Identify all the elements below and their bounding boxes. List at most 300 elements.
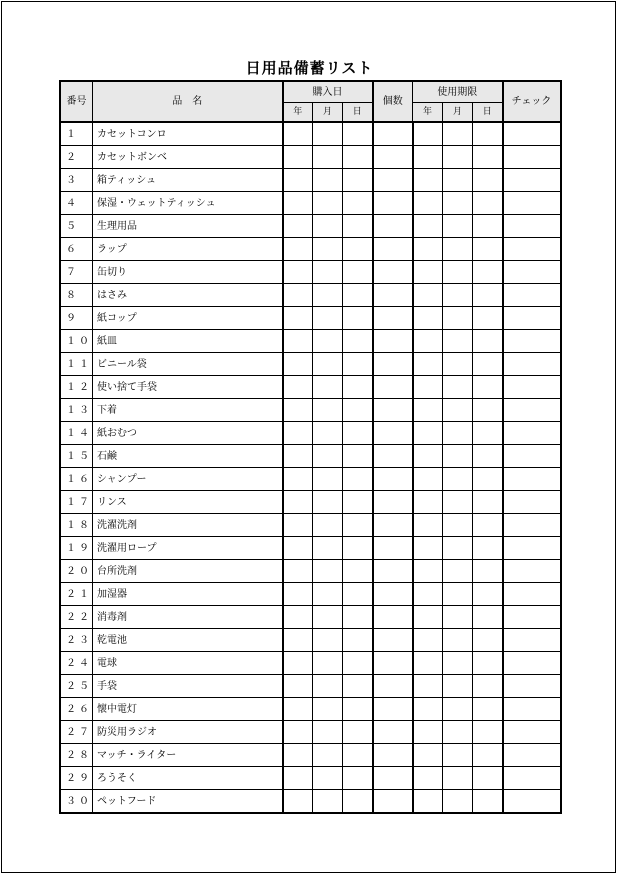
row-number: ８	[60, 284, 93, 307]
quantity-cell[interactable]	[373, 261, 413, 284]
purchase-day-cell[interactable]	[343, 790, 373, 814]
purchase-month-cell[interactable]	[313, 192, 343, 215]
purchase-year-cell[interactable]	[283, 468, 313, 491]
purchase-day-cell[interactable]	[343, 698, 373, 721]
purchase-year-cell[interactable]	[283, 491, 313, 514]
purchase-year-cell[interactable]	[283, 514, 313, 537]
row-item-name: 下着	[93, 399, 283, 422]
expiry-year-cell[interactable]	[413, 767, 443, 790]
purchase-month-cell[interactable]	[313, 169, 343, 192]
row-item-name: 乾電池	[93, 629, 283, 652]
expiry-month-cell[interactable]	[443, 790, 473, 814]
row-item-name: 手袋	[93, 675, 283, 698]
expiry-year-cell[interactable]	[413, 698, 443, 721]
check-cell[interactable]	[503, 629, 561, 652]
expiry-year-cell[interactable]	[413, 307, 443, 330]
expiry-year-cell[interactable]	[413, 330, 443, 353]
check-cell[interactable]	[503, 284, 561, 307]
expiry-year-cell[interactable]	[413, 675, 443, 698]
purchase-day-cell[interactable]	[343, 468, 373, 491]
expiry-month-cell[interactable]	[443, 376, 473, 399]
expiry-day-cell[interactable]	[473, 491, 503, 514]
purchase-day-cell[interactable]	[343, 629, 373, 652]
expiry-year-cell[interactable]	[413, 790, 443, 814]
expiry-year-cell[interactable]	[413, 744, 443, 767]
purchase-year-cell[interactable]	[283, 353, 313, 376]
table-row	[60, 790, 561, 814]
table-row	[60, 583, 561, 606]
expiry-day-cell[interactable]	[473, 215, 503, 238]
purchase-month-cell[interactable]	[313, 353, 343, 376]
quantity-cell[interactable]	[373, 721, 413, 744]
header-row	[60, 81, 561, 103]
check-cell[interactable]	[503, 261, 561, 284]
header-purchase-day: 日	[343, 103, 373, 123]
purchase-year-cell[interactable]	[283, 744, 313, 767]
row-item-name: 缶切り	[93, 261, 283, 284]
expiry-day-cell[interactable]	[473, 353, 503, 376]
expiry-day-cell[interactable]	[473, 652, 503, 675]
purchase-month-cell[interactable]	[313, 146, 343, 169]
row-item-name: 懐中電灯	[93, 698, 283, 721]
row-item-name: 洗濯洗剤	[93, 514, 283, 537]
expiry-day-cell[interactable]	[473, 169, 503, 192]
table-row	[60, 744, 561, 767]
expiry-year-cell[interactable]	[413, 537, 443, 560]
expiry-month-cell[interactable]	[443, 399, 473, 422]
expiry-day-cell[interactable]	[473, 537, 503, 560]
quantity-cell[interactable]	[373, 169, 413, 192]
expiry-year-cell[interactable]	[413, 422, 443, 445]
purchase-day-cell[interactable]	[343, 514, 373, 537]
expiry-day-cell[interactable]	[473, 399, 503, 422]
purchase-day-cell[interactable]	[343, 537, 373, 560]
check-cell[interactable]	[503, 698, 561, 721]
check-cell[interactable]	[503, 675, 561, 698]
expiry-month-cell[interactable]	[443, 606, 473, 629]
quantity-cell[interactable]	[373, 353, 413, 376]
expiry-day-cell[interactable]	[473, 629, 503, 652]
expiry-year-cell[interactable]	[413, 606, 443, 629]
purchase-year-cell[interactable]	[283, 376, 313, 399]
table-row	[60, 514, 561, 537]
purchase-day-cell[interactable]	[343, 422, 373, 445]
purchase-day-cell[interactable]	[343, 560, 373, 583]
expiry-day-cell[interactable]	[473, 192, 503, 215]
purchase-year-cell[interactable]	[283, 169, 313, 192]
row-number: ７	[60, 261, 93, 284]
quantity-cell[interactable]	[373, 376, 413, 399]
quantity-cell[interactable]	[373, 445, 413, 468]
row-item-name: シャンプー	[93, 468, 283, 491]
purchase-month-cell[interactable]	[313, 767, 343, 790]
quantity-cell[interactable]	[373, 399, 413, 422]
row-item-name: 保湿・ウェットティッシュ	[93, 192, 283, 215]
quantity-cell[interactable]	[373, 652, 413, 675]
purchase-month-cell[interactable]	[313, 698, 343, 721]
purchase-day-cell[interactable]	[343, 330, 373, 353]
purchase-day-cell[interactable]	[343, 122, 373, 146]
header-number: 番号	[60, 81, 93, 122]
row-number: ２４	[60, 652, 93, 675]
check-cell[interactable]	[503, 514, 561, 537]
expiry-month-cell[interactable]	[443, 422, 473, 445]
quantity-cell[interactable]	[373, 560, 413, 583]
purchase-month-cell[interactable]	[313, 537, 343, 560]
table-row	[60, 353, 561, 376]
check-cell[interactable]	[503, 238, 561, 261]
purchase-day-cell[interactable]	[343, 238, 373, 261]
purchase-month-cell[interactable]	[313, 122, 343, 146]
expiry-year-cell[interactable]	[413, 445, 443, 468]
expiry-year-cell[interactable]	[413, 146, 443, 169]
quantity-cell[interactable]	[373, 583, 413, 606]
expiry-month-cell[interactable]	[443, 698, 473, 721]
expiry-day-cell[interactable]	[473, 767, 503, 790]
purchase-day-cell[interactable]	[343, 399, 373, 422]
purchase-year-cell[interactable]	[283, 675, 313, 698]
purchase-day-cell[interactable]	[343, 767, 373, 790]
expiry-year-cell[interactable]	[413, 491, 443, 514]
quantity-cell[interactable]	[373, 744, 413, 767]
expiry-year-cell[interactable]	[413, 629, 443, 652]
check-cell[interactable]	[503, 767, 561, 790]
quantity-cell[interactable]	[373, 491, 413, 514]
purchase-day-cell[interactable]	[343, 652, 373, 675]
check-cell[interactable]	[503, 744, 561, 767]
expiry-month-cell[interactable]	[443, 629, 473, 652]
expiry-day-cell[interactable]	[473, 284, 503, 307]
check-cell[interactable]	[503, 169, 561, 192]
expiry-day-cell[interactable]	[473, 307, 503, 330]
purchase-year-cell[interactable]	[283, 307, 313, 330]
expiry-day-cell[interactable]	[473, 330, 503, 353]
row-number: ２２	[60, 606, 93, 629]
expiry-year-cell[interactable]	[413, 721, 443, 744]
purchase-month-cell[interactable]	[313, 583, 343, 606]
expiry-day-cell[interactable]	[473, 445, 503, 468]
quantity-cell[interactable]	[373, 422, 413, 445]
purchase-month-cell[interactable]	[313, 744, 343, 767]
purchase-day-cell[interactable]	[343, 261, 373, 284]
table-row	[60, 376, 561, 399]
purchase-month-cell[interactable]	[313, 560, 343, 583]
purchase-month-cell[interactable]	[313, 445, 343, 468]
quantity-cell[interactable]	[373, 192, 413, 215]
table-row	[60, 675, 561, 698]
row-item-name: 使い捨て手袋	[93, 376, 283, 399]
purchase-month-cell[interactable]	[313, 215, 343, 238]
expiry-month-cell[interactable]	[443, 122, 473, 146]
row-number: １３	[60, 399, 93, 422]
purchase-month-cell[interactable]	[313, 422, 343, 445]
expiry-month-cell[interactable]	[443, 767, 473, 790]
expiry-year-cell[interactable]	[413, 560, 443, 583]
expiry-month-cell[interactable]	[443, 744, 473, 767]
purchase-year-cell[interactable]	[283, 122, 313, 146]
expiry-year-cell[interactable]	[413, 376, 443, 399]
row-number: １２	[60, 376, 93, 399]
expiry-month-cell[interactable]	[443, 514, 473, 537]
quantity-cell[interactable]	[373, 675, 413, 698]
table-row	[60, 721, 561, 744]
check-cell[interactable]	[503, 560, 561, 583]
expiry-day-cell[interactable]	[473, 146, 503, 169]
purchase-year-cell[interactable]	[283, 192, 313, 215]
expiry-month-cell[interactable]	[443, 721, 473, 744]
expiry-day-cell[interactable]	[473, 468, 503, 491]
expiry-year-cell[interactable]	[413, 261, 443, 284]
purchase-year-cell[interactable]	[283, 537, 313, 560]
purchase-day-cell[interactable]	[343, 192, 373, 215]
purchase-year-cell[interactable]	[283, 215, 313, 238]
purchase-month-cell[interactable]	[313, 468, 343, 491]
table-row	[60, 146, 561, 169]
expiry-month-cell[interactable]	[443, 445, 473, 468]
check-cell[interactable]	[503, 491, 561, 514]
row-item-name: 箱ティッシュ	[93, 169, 283, 192]
purchase-month-cell[interactable]	[313, 514, 343, 537]
expiry-month-cell[interactable]	[443, 146, 473, 169]
purchase-month-cell[interactable]	[313, 721, 343, 744]
expiry-year-cell[interactable]	[413, 468, 443, 491]
table-row	[60, 537, 561, 560]
purchase-year-cell[interactable]	[283, 146, 313, 169]
expiry-month-cell[interactable]	[443, 215, 473, 238]
expiry-month-cell[interactable]	[443, 192, 473, 215]
purchase-year-cell[interactable]	[283, 629, 313, 652]
check-cell[interactable]	[503, 122, 561, 146]
expiry-month-cell[interactable]	[443, 353, 473, 376]
purchase-year-cell[interactable]	[283, 767, 313, 790]
quantity-cell[interactable]	[373, 606, 413, 629]
purchase-month-cell[interactable]	[313, 284, 343, 307]
quantity-cell[interactable]	[373, 122, 413, 146]
quantity-cell[interactable]	[373, 146, 413, 169]
purchase-day-cell[interactable]	[343, 353, 373, 376]
quantity-cell[interactable]	[373, 468, 413, 491]
purchase-day-cell[interactable]	[343, 146, 373, 169]
quantity-cell[interactable]	[373, 215, 413, 238]
check-cell[interactable]	[503, 376, 561, 399]
table-row	[60, 330, 561, 353]
expiry-day-cell[interactable]	[473, 422, 503, 445]
expiry-month-cell[interactable]	[443, 491, 473, 514]
expiry-month-cell[interactable]	[443, 537, 473, 560]
purchase-year-cell[interactable]	[283, 790, 313, 814]
check-cell[interactable]	[503, 537, 561, 560]
row-item-name: 紙おむつ	[93, 422, 283, 445]
table-row	[60, 169, 561, 192]
row-number: ２７	[60, 721, 93, 744]
purchase-year-cell[interactable]	[283, 721, 313, 744]
purchase-day-cell[interactable]	[343, 284, 373, 307]
table-row	[60, 767, 561, 790]
purchase-year-cell[interactable]	[283, 330, 313, 353]
purchase-year-cell[interactable]	[283, 583, 313, 606]
purchase-year-cell[interactable]	[283, 284, 313, 307]
row-number: ２９	[60, 767, 93, 790]
table-row	[60, 652, 561, 675]
expiry-month-cell[interactable]	[443, 261, 473, 284]
row-item-name: はさみ	[93, 284, 283, 307]
purchase-year-cell[interactable]	[283, 422, 313, 445]
row-item-name: ラップ	[93, 238, 283, 261]
row-number: ９	[60, 307, 93, 330]
row-item-name: リンス	[93, 491, 283, 514]
purchase-day-cell[interactable]	[343, 215, 373, 238]
expiry-month-cell[interactable]	[443, 652, 473, 675]
row-item-name: 加湿器	[93, 583, 283, 606]
purchase-day-cell[interactable]	[343, 744, 373, 767]
table-row	[60, 468, 561, 491]
purchase-month-cell[interactable]	[313, 606, 343, 629]
expiry-month-cell[interactable]	[443, 307, 473, 330]
purchase-day-cell[interactable]	[343, 721, 373, 744]
purchase-month-cell[interactable]	[313, 307, 343, 330]
expiry-year-cell[interactable]	[413, 192, 443, 215]
table-row	[60, 192, 561, 215]
check-cell[interactable]	[503, 468, 561, 491]
row-item-name: 防災用ラジオ	[93, 721, 283, 744]
expiry-year-cell[interactable]	[413, 652, 443, 675]
expiry-year-cell[interactable]	[413, 514, 443, 537]
expiry-day-cell[interactable]	[473, 261, 503, 284]
purchase-year-cell[interactable]	[283, 698, 313, 721]
expiry-year-cell[interactable]	[413, 284, 443, 307]
expiry-day-cell[interactable]	[473, 744, 503, 767]
row-item-name: 洗濯用ロープ	[93, 537, 283, 560]
purchase-month-cell[interactable]	[313, 629, 343, 652]
check-cell[interactable]	[503, 583, 561, 606]
check-cell[interactable]	[503, 652, 561, 675]
quantity-cell[interactable]	[373, 330, 413, 353]
expiry-year-cell[interactable]	[413, 215, 443, 238]
expiry-year-cell[interactable]	[413, 122, 443, 146]
check-cell[interactable]	[503, 721, 561, 744]
row-number: ６	[60, 238, 93, 261]
expiry-day-cell[interactable]	[473, 583, 503, 606]
check-cell[interactable]	[503, 445, 561, 468]
expiry-year-cell[interactable]	[413, 583, 443, 606]
quantity-cell[interactable]	[373, 767, 413, 790]
check-cell[interactable]	[503, 606, 561, 629]
header-check: チェック	[503, 81, 561, 122]
quantity-cell[interactable]	[373, 790, 413, 814]
row-number: ２８	[60, 744, 93, 767]
purchase-year-cell[interactable]	[283, 445, 313, 468]
expiry-day-cell[interactable]	[473, 790, 503, 814]
purchase-month-cell[interactable]	[313, 330, 343, 353]
expiry-day-cell[interactable]	[473, 698, 503, 721]
purchase-day-cell[interactable]	[343, 169, 373, 192]
header-quantity: 個数	[373, 81, 413, 122]
row-number: ３	[60, 169, 93, 192]
expiry-month-cell[interactable]	[443, 284, 473, 307]
expiry-month-cell[interactable]	[443, 169, 473, 192]
check-cell[interactable]	[503, 146, 561, 169]
purchase-month-cell[interactable]	[313, 675, 343, 698]
header-item: 品 名	[93, 81, 283, 122]
expiry-month-cell[interactable]	[443, 238, 473, 261]
purchase-day-cell[interactable]	[343, 675, 373, 698]
table-row	[60, 560, 561, 583]
expiry-month-cell[interactable]	[443, 560, 473, 583]
check-cell[interactable]	[503, 790, 561, 814]
expiry-day-cell[interactable]	[473, 721, 503, 744]
expiry-day-cell[interactable]	[473, 560, 503, 583]
purchase-year-cell[interactable]	[283, 652, 313, 675]
expiry-year-cell[interactable]	[413, 169, 443, 192]
header-expiry: 使用期限	[413, 81, 503, 103]
purchase-month-cell[interactable]	[313, 376, 343, 399]
expiry-day-cell[interactable]	[473, 514, 503, 537]
purchase-month-cell[interactable]	[313, 261, 343, 284]
check-cell[interactable]	[503, 330, 561, 353]
row-number: １６	[60, 468, 93, 491]
expiry-year-cell[interactable]	[413, 353, 443, 376]
check-cell[interactable]	[503, 307, 561, 330]
table-row	[60, 606, 561, 629]
expiry-day-cell[interactable]	[473, 606, 503, 629]
purchase-year-cell[interactable]	[283, 399, 313, 422]
purchase-day-cell[interactable]	[343, 376, 373, 399]
purchase-day-cell[interactable]	[343, 445, 373, 468]
quantity-cell[interactable]	[373, 284, 413, 307]
expiry-year-cell[interactable]	[413, 238, 443, 261]
purchase-day-cell[interactable]	[343, 307, 373, 330]
expiry-month-cell[interactable]	[443, 330, 473, 353]
purchase-month-cell[interactable]	[313, 491, 343, 514]
expiry-day-cell[interactable]	[473, 122, 503, 146]
check-cell[interactable]	[503, 353, 561, 376]
row-item-name: 消毒剤	[93, 606, 283, 629]
quantity-cell[interactable]	[373, 307, 413, 330]
quantity-cell[interactable]	[373, 514, 413, 537]
purchase-year-cell[interactable]	[283, 606, 313, 629]
row-item-name: 紙皿	[93, 330, 283, 353]
purchase-day-cell[interactable]	[343, 606, 373, 629]
purchase-year-cell[interactable]	[283, 238, 313, 261]
expiry-month-cell[interactable]	[443, 583, 473, 606]
purchase-year-cell[interactable]	[283, 560, 313, 583]
expiry-day-cell[interactable]	[473, 376, 503, 399]
expiry-day-cell[interactable]	[473, 238, 503, 261]
table-row	[60, 215, 561, 238]
quantity-cell[interactable]	[373, 629, 413, 652]
expiry-month-cell[interactable]	[443, 468, 473, 491]
check-cell[interactable]	[503, 422, 561, 445]
quantity-cell[interactable]	[373, 537, 413, 560]
expiry-day-cell[interactable]	[473, 675, 503, 698]
row-item-name: カセットボンベ	[93, 146, 283, 169]
purchase-month-cell[interactable]	[313, 790, 343, 814]
expiry-year-cell[interactable]	[413, 399, 443, 422]
purchase-day-cell[interactable]	[343, 583, 373, 606]
check-cell[interactable]	[503, 399, 561, 422]
quantity-cell[interactable]	[373, 698, 413, 721]
row-number: ２３	[60, 629, 93, 652]
quantity-cell[interactable]	[373, 238, 413, 261]
check-cell[interactable]	[503, 215, 561, 238]
purchase-month-cell[interactable]	[313, 399, 343, 422]
expiry-month-cell[interactable]	[443, 675, 473, 698]
purchase-year-cell[interactable]	[283, 261, 313, 284]
check-cell[interactable]	[503, 192, 561, 215]
purchase-month-cell[interactable]	[313, 238, 343, 261]
purchase-month-cell[interactable]	[313, 652, 343, 675]
purchase-day-cell[interactable]	[343, 491, 373, 514]
